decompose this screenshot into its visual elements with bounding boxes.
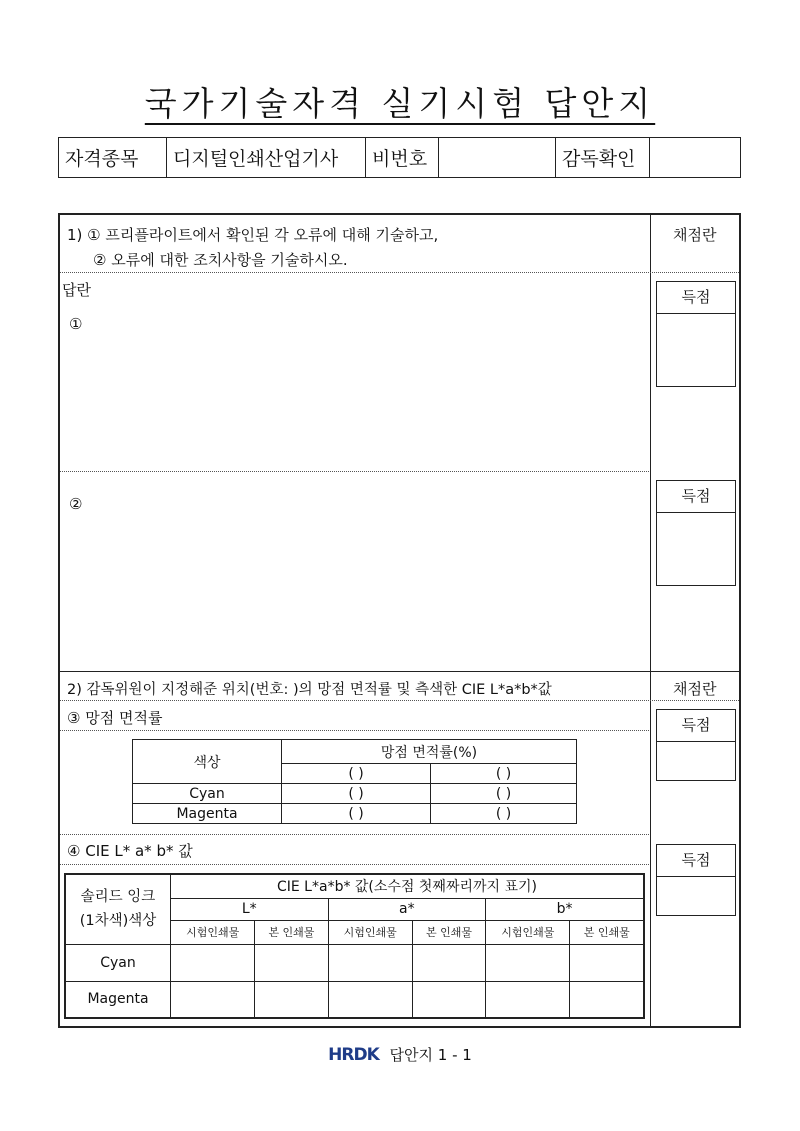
score-box-3[interactable] (656, 709, 736, 781)
score-box-2[interactable] (656, 480, 736, 586)
lab-cell[interactable] (570, 981, 644, 1018)
score-label: 득점 (657, 845, 735, 877)
score-label: 득점 (657, 481, 735, 513)
lab-header: CIE L*a*b* 값(소수점 첫째짜리까지 표기) (171, 874, 645, 898)
answer-area-2[interactable] (62, 520, 647, 665)
q1-line1: 1) ① 프리플라이트에서 확인된 각 오류에 대해 기술하고, (67, 226, 439, 244)
sub-col: 본 인쇄물 (412, 920, 485, 944)
sub-col: 시험인쇄물 (328, 920, 412, 944)
lab-cell[interactable] (328, 981, 412, 1018)
score-label: 득점 (657, 282, 735, 314)
dot-area-header: 망점 면적률(%) (282, 740, 577, 764)
lab-cell[interactable] (412, 944, 485, 981)
lab-table (64, 873, 645, 1019)
hrdk-logo: HRDK (328, 1045, 379, 1065)
sub-col: 시험인쇄물 (171, 920, 255, 944)
q2-question: 2) 감독위원이 지정해준 위치(번호: )의 망점 면적률 및 측색한 CIE L*a*b*값 (67, 682, 552, 698)
answer-area-1[interactable] (62, 340, 647, 468)
field-label: 자격종목 (59, 138, 167, 178)
cell-magenta-2[interactable]: ( ) (431, 804, 577, 824)
channel-l: L* (171, 898, 329, 920)
row-label-magenta: Magenta (65, 981, 171, 1018)
answer-label: 답란 (62, 281, 91, 299)
supervisor-field[interactable] (650, 138, 741, 178)
color-header: 색상 (133, 740, 282, 784)
sub-col: 본 인쇄물 (570, 920, 644, 944)
lab-cell[interactable] (255, 944, 328, 981)
header-table (58, 137, 741, 178)
score-label: 득점 (657, 710, 735, 742)
field-value: 디지털인쇄산업기사 (167, 138, 366, 178)
number-field[interactable] (439, 138, 556, 178)
cell-cyan-1[interactable]: ( ) (282, 784, 431, 804)
sub-col-2[interactable]: ( ) (431, 764, 577, 784)
row-label-cyan: Cyan (65, 944, 171, 981)
score-box-4[interactable] (656, 844, 736, 916)
ink-header: 솔리드 잉크 (1차색)색상 (65, 874, 171, 944)
channel-a: a* (328, 898, 486, 920)
grading-column-divider (650, 213, 651, 1028)
divider (60, 471, 649, 472)
divider (60, 730, 649, 731)
item-4-label: ④ CIE L* a* b* 값 (67, 842, 193, 860)
divider (60, 864, 649, 865)
q2-grading-label: 채점란 (673, 680, 717, 698)
divider (60, 834, 649, 835)
channel-b: b* (486, 898, 644, 920)
section-divider (58, 671, 741, 672)
lab-cell[interactable] (486, 944, 570, 981)
item-3-label: ③ 망점 면적률 (67, 709, 163, 727)
item-1-marker: ① (69, 315, 83, 333)
lab-cell[interactable] (171, 944, 255, 981)
item-2-marker: ② (69, 495, 83, 513)
lab-cell[interactable] (171, 981, 255, 1018)
cell-magenta-1[interactable]: ( ) (282, 804, 431, 824)
q1-line2: ② 오류에 대한 조치사항을 기술하시오. (93, 251, 348, 269)
sub-col: 본 인쇄물 (255, 920, 328, 944)
lab-cell[interactable] (570, 944, 644, 981)
score-box-1[interactable] (656, 281, 736, 387)
sub-col: 시험인쇄물 (486, 920, 570, 944)
footer (0, 1044, 800, 1065)
lab-cell[interactable] (486, 981, 570, 1018)
sub-col-1[interactable]: ( ) (282, 764, 431, 784)
supervisor-label: 감독확인 (556, 138, 650, 178)
divider (60, 700, 739, 701)
row-label-cyan: Cyan (133, 784, 282, 804)
page-number: 답안지 1 - 1 (389, 1046, 472, 1064)
lab-cell[interactable] (328, 944, 412, 981)
lab-cell[interactable] (255, 981, 328, 1018)
number-label: 비번호 (366, 138, 439, 178)
page-title: 국가기술자격 실기시험 답안지 (144, 84, 656, 123)
cell-cyan-2[interactable]: ( ) (431, 784, 577, 804)
lab-cell[interactable] (412, 981, 485, 1018)
q1-grading-label: 채점란 (673, 226, 717, 244)
divider (60, 272, 739, 273)
row-label-magenta: Magenta (133, 804, 282, 824)
dot-area-table (132, 739, 577, 824)
